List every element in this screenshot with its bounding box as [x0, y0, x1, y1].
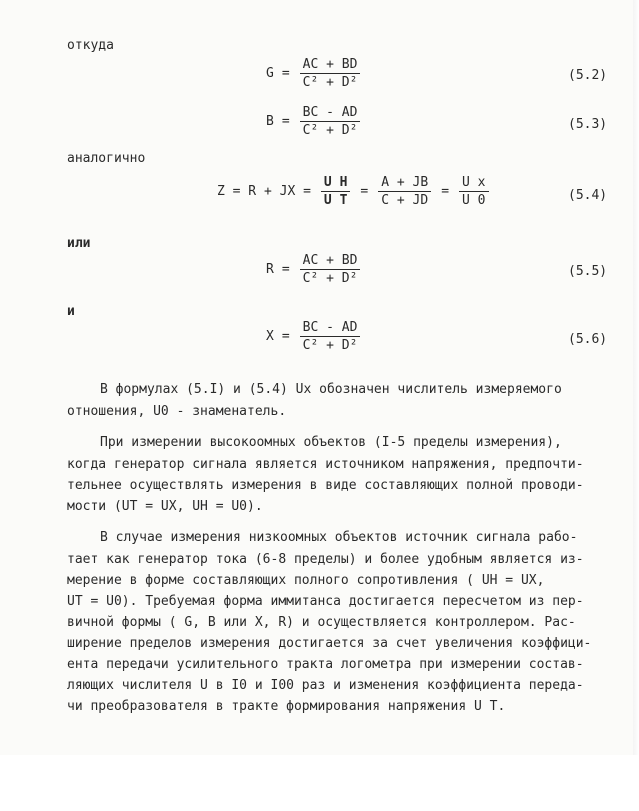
paragraph-line: ширение пределов измерения достигается за счет увеличения коэффици- [67, 636, 592, 651]
equation-5-5: R = $\frac{AC + BD}{\text{C² + D²}}$ [262, 253, 366, 286]
equation-5-3: B = $\frac{BC - AD}{\text{C² + D²}}$ [262, 105, 366, 138]
fraction: $\frac{AC + BD}{\text{C² + D²}}$ [300, 57, 361, 90]
equation-number: (5.2) [568, 68, 608, 83]
equation-5-6: X = $\frac{BC - AD}{\text{C² + D²}}$ [262, 320, 366, 353]
word-otkuda: откуда [67, 38, 114, 53]
equation-number: (5.6) [568, 332, 608, 347]
paragraph-line: В формулах (5.I) и (5.4) Ux обозначен числитель измеряемого [100, 382, 562, 397]
fraction: $\frac{BC - AD}{\text{C² + D²}}$ [300, 105, 361, 138]
paragraph-line: При измерении высокоомных объектов (I-5 пределы измерения), [100, 435, 562, 450]
paragraph-line: мерение в форме составляющих полного сопротивления ( UH = UX, [67, 573, 545, 588]
paragraph-line: ента передачи усилительного тракта логометра при измерении состав- [67, 657, 584, 672]
paragraph-line: мости (UT = UX, UH = U0). [67, 499, 263, 514]
paragraph-line: вичной формы ( G, B или X, R) и осуществляется контроллером. Рас- [67, 615, 576, 630]
word-analogichno: аналогично [67, 151, 146, 166]
paragraph-line: тает как генератор тока (6-8 пределы) и более удобным является из- [67, 552, 584, 567]
equation-number: (5.5) [568, 264, 608, 279]
fraction: $\frac{\text{U H}}{\text{U T}}$ [321, 175, 350, 208]
fraction: $\frac{A + JB}{C + JD}$ [378, 175, 431, 208]
fraction: $\frac{BC - AD}{\text{C² + D²}}$ [300, 320, 361, 353]
fraction: $\frac{\text{U x}}{U 0}$ [459, 175, 488, 208]
paragraph-line: отношения, U0 - знаменатель. [67, 404, 287, 419]
paragraph-line: В случае измерения низкоомных объектов источник сигнала рабо- [100, 530, 578, 545]
paragraph-line: чи преобразователя в тракте формирования напряжения U T. [67, 699, 506, 714]
equation-5-2: G = $\frac{AC + BD}{\text{C² + D²}}$ [262, 57, 366, 90]
scan-edge [633, 0, 639, 811]
equation-5-4: Z = R + JX = $\frac{\text{U H}}{\text{U T}}$ = $\frac{A + JB}{C + JD}$ = $\frac{\text{U x}}{U 0}$ [213, 175, 495, 208]
scan-margin [0, 755, 639, 811]
equation-number: (5.3) [568, 117, 608, 132]
word-ili: или [67, 236, 91, 251]
paragraph-line: UT = U0). Требуемая форма иммитанса достигается пересчетом из пер- [67, 594, 584, 609]
fraction: $\frac{AC + BD}{\text{C² + D²}}$ [300, 253, 361, 286]
equation-number: (5.4) [568, 188, 608, 203]
word-i: и [67, 304, 75, 319]
paragraph-line: ляющих числителя U в I0 и I00 раз и изменения коэффициента переда- [67, 678, 584, 693]
paragraph-line: тельнее осуществлять измерения в виде составляющих полной проводи- [67, 478, 584, 493]
paragraph-line: когда генератор сигнала является источником напряжения, предпочти- [67, 457, 584, 472]
